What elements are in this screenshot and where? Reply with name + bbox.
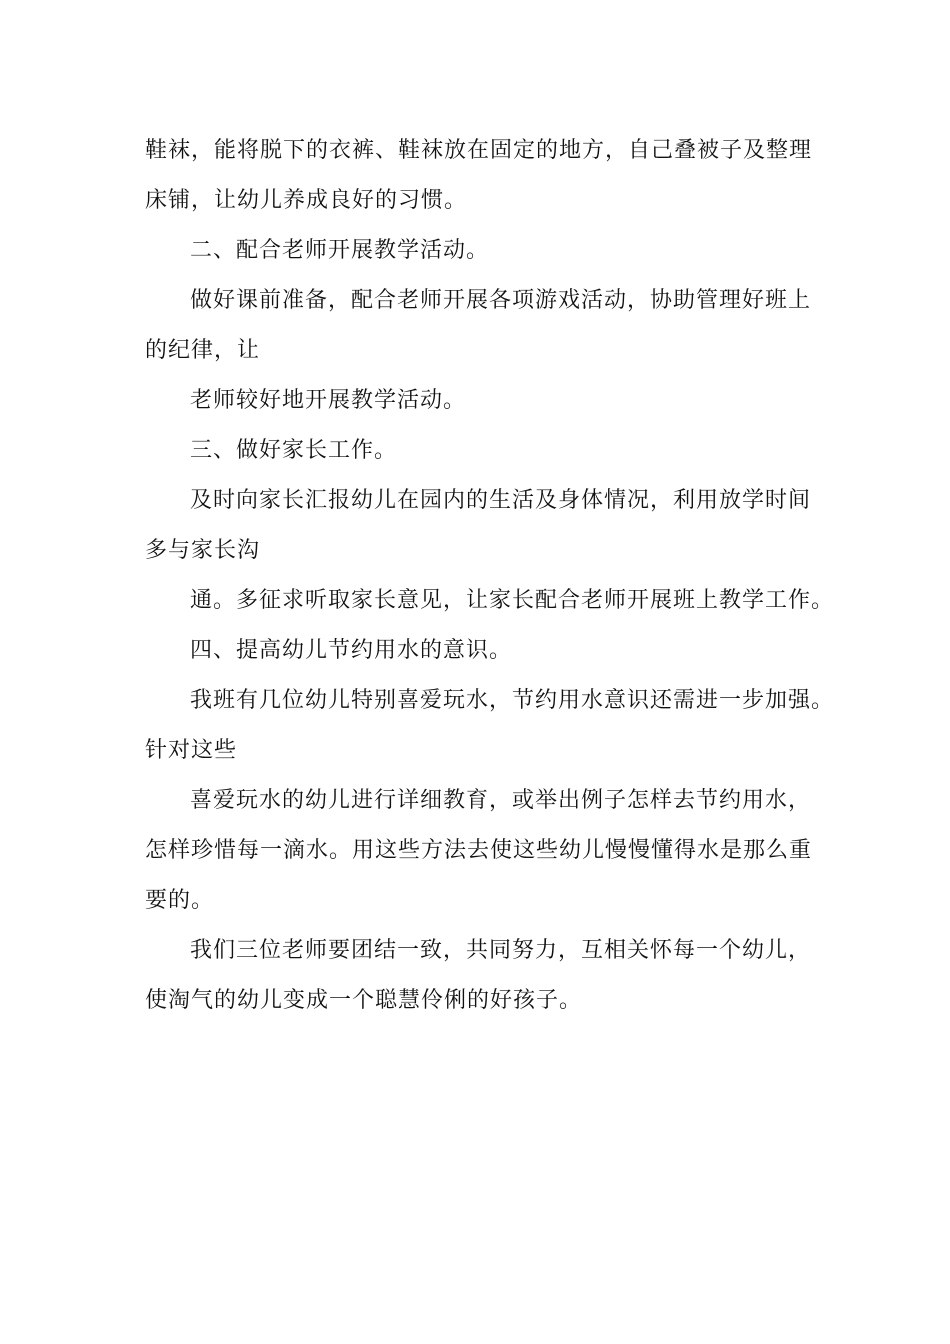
text-line: 针对这些: [145, 738, 238, 763]
section-heading: 二、配合老师开展教学活动。: [190, 238, 490, 263]
section-heading: 三、做好家长工作。: [190, 438, 398, 463]
text-line: 喜爱玩水的幼儿进行详细教育，或举出例子怎样去节约用水，: [190, 788, 812, 813]
text-line: 及时向家长汇报幼儿在园内的生活及身体情况，利用放学时间: [190, 488, 812, 513]
text-line: 鞋袜，能将脱下的衣裤、鞋袜放在固定的地方，自己叠被子及整理: [145, 138, 813, 163]
section-heading: 四、提高幼儿节约用水的意识。: [190, 638, 513, 663]
text-line: 老师较好地开展教学活动。: [190, 388, 467, 413]
text-line: 要的。: [145, 888, 215, 913]
text-line: 通。多征求听取家长意见，让家长配合老师开展班上教学工作。: [190, 588, 835, 613]
text-line: 我们三位老师要团结一致，共同努力，互相关怀每一个幼儿，: [190, 938, 812, 963]
text-line: 多与家长沟: [145, 538, 261, 563]
text-line: 怎样珍惜每一滴水。用这些方法去使这些幼儿慢慢懂得水是那么重: [145, 838, 813, 863]
text-line: 使淘气的幼儿变成一个聪慧伶俐的好孩子。: [145, 988, 583, 1013]
text-line: 的纪律，让: [145, 338, 261, 363]
text-line: 做好课前准备，配合老师开展各项游戏活动，协助管理好班上: [190, 288, 812, 313]
text-line: 我班有几位幼儿特别喜爱玩水，节约用水意识还需进一步加强。: [190, 688, 835, 713]
text-line: 床铺，让幼儿养成良好的习惯。: [145, 188, 468, 213]
